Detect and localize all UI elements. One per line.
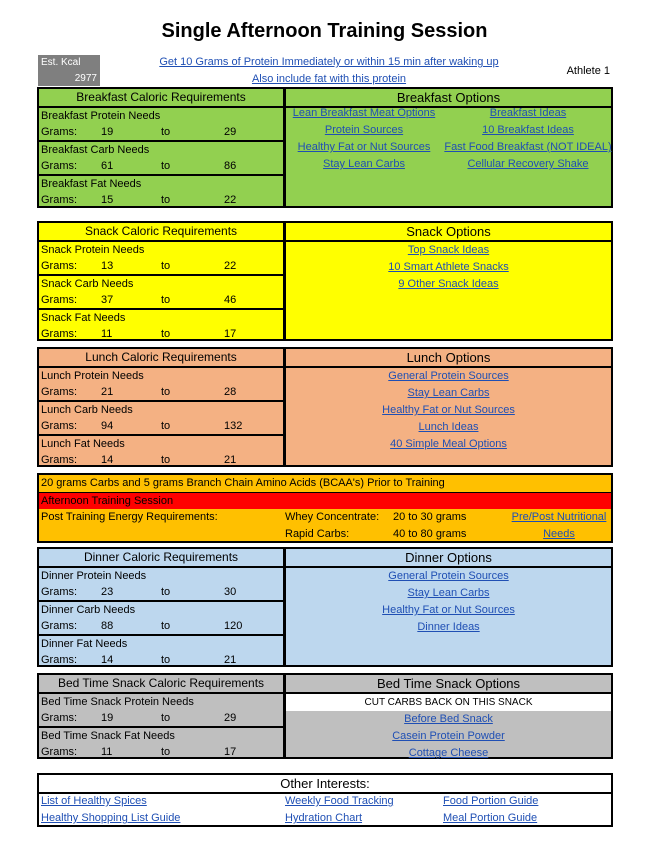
breakfast-fat-max: 22 — [224, 194, 237, 206]
bedtime-requirements — [39, 675, 283, 760]
lunch-protein — [39, 368, 283, 402]
food-portion-link[interactable]: Food Portion Guide — [443, 795, 539, 807]
breakfast-option-link[interactable]: Breakfast Ideas — [489, 107, 567, 119]
other-interests-block — [37, 773, 613, 827]
dinner-option-link[interactable]: Dinner Ideas — [417, 621, 480, 633]
bedtime-option-link[interactable]: Cottage Cheese — [408, 747, 489, 759]
lunch-option-link[interactable]: Lunch Ideas — [418, 421, 479, 433]
cut-carbs-note: CUT CARBS BACK ON THIS SNACK — [286, 694, 611, 711]
breakfast-option-link[interactable]: 10 Breakfast Ideas — [482, 124, 574, 136]
lunch-option-link[interactable]: General Protein Sources — [388, 370, 509, 382]
grams-label: Grams: — [41, 160, 78, 172]
pre-post-link-box — [505, 509, 613, 542]
snack-block — [37, 221, 613, 341]
to-label: to — [161, 454, 171, 466]
bedtime-protein-min: 19 — [101, 712, 114, 724]
bedtime-option-link[interactable]: Casein Protein Powder — [392, 730, 505, 742]
training-block — [37, 473, 613, 543]
breakfast-carb-label: Breakfast Carb Needs — [41, 144, 150, 156]
breakfast-option-link[interactable]: Healthy Fat or Nut Sources — [297, 141, 431, 153]
dinner-carb-max: 120 — [224, 620, 243, 632]
bedtime-block — [37, 673, 613, 759]
dinner-fat-min: 14 — [101, 654, 114, 666]
hydration-chart-link[interactable]: Hydration Chart — [285, 812, 363, 824]
training-session-label: Afternoon Training Session — [39, 493, 611, 509]
breakfast-carb-max: 86 — [224, 160, 237, 172]
lunch-carb-label: Lunch Carb Needs — [41, 404, 133, 416]
lunch-carb-min: 94 — [101, 420, 114, 432]
breakfast-block — [37, 87, 613, 208]
breakfast-fat-label: Breakfast Fat Needs — [41, 178, 142, 190]
whey-label: Whey Concentrate: — [285, 511, 380, 523]
lunch-requirements — [39, 349, 283, 468]
dinner-option-link[interactable]: Stay Lean Carbs — [407, 587, 490, 599]
lunch-option-link[interactable]: 40 Simple Meal Options — [390, 438, 507, 450]
breakfast-carb — [39, 142, 283, 176]
kcal-box — [38, 55, 100, 86]
lunch-req-header: Lunch Caloric Requirements — [39, 349, 283, 368]
to-label: to — [161, 586, 171, 598]
food-tracking-link[interactable]: Weekly Food Tracking — [285, 795, 394, 807]
post-training — [39, 509, 611, 542]
bedtime-option-link[interactable]: Before Bed Snack — [404, 713, 493, 725]
lunch-option-link[interactable]: Healthy Fat or Nut Sources — [382, 404, 515, 416]
breakfast-option-link[interactable]: Protein Sources — [324, 124, 404, 136]
bedtime-fat-min: 11 — [101, 746, 113, 758]
dinner-requirements — [39, 549, 283, 668]
dinner-option-link[interactable]: General Protein Sources — [388, 570, 509, 582]
grams-label: Grams: — [41, 260, 78, 272]
snack-option-link[interactable]: 10 Smart Athlete Snacks — [388, 261, 509, 273]
snack-carb — [39, 276, 283, 310]
dinner-protein-max: 30 — [224, 586, 237, 598]
breakfast-carb-min: 61 — [101, 160, 114, 172]
lunch-protein-label: Lunch Protein Needs — [41, 370, 144, 382]
snack-protein-min: 13 — [101, 260, 114, 272]
to-label: to — [161, 126, 171, 138]
breakfast-requirements — [39, 89, 283, 208]
grams-label: Grams: — [41, 620, 78, 632]
bedtime-protein-max: 29 — [224, 712, 237, 724]
snack-options — [283, 223, 611, 339]
snack-protein-label: Snack Protein Needs — [41, 244, 145, 256]
grams-label: Grams: — [41, 386, 78, 398]
dinner-fat-max: 21 — [224, 654, 237, 666]
meal-portion-link[interactable]: Meal Portion Guide — [443, 812, 538, 824]
dinner-carb-min: 88 — [101, 620, 114, 632]
grams-label: Grams: — [41, 454, 78, 466]
breakfast-fat — [39, 176, 283, 208]
lunch-options — [283, 349, 611, 465]
lunch-block — [37, 347, 613, 467]
to-label: to — [161, 746, 171, 758]
kcal-label: Est. Kcal — [41, 57, 81, 68]
breakfast-fat-min: 15 — [101, 194, 114, 206]
breakfast-protein-label: Breakfast Protein Needs — [41, 110, 161, 122]
lunch-fat-min: 14 — [101, 454, 114, 466]
breakfast-options-header: Breakfast Options — [286, 89, 611, 108]
bedtime-req-header: Bed Time Snack Caloric Requirements — [39, 675, 283, 694]
dinner-carb — [39, 602, 283, 636]
to-label: to — [161, 194, 171, 206]
rapid-carbs-value: 40 to 80 grams — [393, 528, 467, 540]
grams-label: Grams: — [41, 654, 78, 666]
rapid-carbs-label: Rapid Carbs: — [285, 528, 350, 540]
to-label: to — [161, 328, 171, 340]
snack-options-header: Snack Options — [286, 223, 611, 242]
athlete-label: Athlete 1 — [566, 65, 610, 77]
breakfast-option-link[interactable]: Stay Lean Carbs — [323, 158, 405, 170]
dinner-options-header: Dinner Options — [286, 549, 611, 568]
snack-carb-label: Snack Carb Needs — [41, 278, 134, 290]
dinner-block — [37, 547, 613, 667]
breakfast-option-link[interactable]: Fast Food Breakfast (NOT IDEAL) — [444, 141, 612, 153]
lunch-carb — [39, 402, 283, 436]
snack-protein — [39, 242, 283, 276]
lunch-option-link[interactable]: Stay Lean Carbs — [407, 387, 490, 399]
grams-label: Grams: — [41, 328, 78, 340]
to-label: to — [161, 712, 171, 724]
grams-label: Grams: — [41, 586, 78, 598]
bedtime-fat — [39, 728, 283, 760]
whey-value: 20 to 30 grams — [393, 511, 467, 523]
dinner-fat — [39, 636, 283, 668]
pre-post-nutrition-link-cont[interactable]: Needs — [543, 528, 575, 540]
to-label: to — [161, 654, 171, 666]
breakfast-protein-max: 29 — [224, 126, 237, 138]
bedtime-fat-label: Bed Time Snack Fat Needs — [41, 730, 175, 742]
lunch-protein-min: 21 — [101, 386, 114, 398]
shopping-list-link[interactable]: Healthy Shopping List Guide — [41, 812, 181, 824]
to-label: to — [161, 294, 171, 306]
kcal-value: 2977 — [74, 73, 97, 84]
breakfast-protein — [39, 108, 283, 142]
protein-wake-link[interactable]: Get 10 Grams of Protein Immediately or within 15 min after waking up — [159, 56, 499, 68]
breakfast-option-link[interactable]: Lean Breakfast Meat Options — [292, 107, 436, 119]
snack-option-link[interactable]: 9 Other Snack Ideas — [398, 278, 499, 290]
other-interests-header: Other Interests: — [39, 775, 611, 794]
snack-carb-max: 46 — [224, 294, 237, 306]
bedtime-options — [283, 675, 611, 757]
grams-label: Grams: — [41, 420, 78, 432]
grams-label: Grams: — [41, 126, 78, 138]
breakfast-req-header: Breakfast Caloric Requirements — [39, 89, 283, 108]
grams-label: Grams: — [41, 194, 78, 206]
bedtime-protein-label: Bed Time Snack Protein Needs — [41, 696, 194, 708]
dinner-option-link[interactable]: Healthy Fat or Nut Sources — [382, 604, 515, 616]
snack-option-link[interactable]: Top Snack Ideas — [407, 244, 490, 256]
snack-carb-min: 37 — [101, 294, 114, 306]
breakfast-option-link[interactable]: Cellular Recovery Shake — [467, 158, 589, 170]
dinner-carb-label: Dinner Carb Needs — [41, 604, 136, 616]
page-title: Single Afternoon Training Session — [161, 20, 488, 42]
lunch-protein-max: 28 — [224, 386, 237, 398]
bedtime-fat-max: 17 — [224, 746, 237, 758]
dinner-protein-label: Dinner Protein Needs — [41, 570, 147, 582]
breakfast-protein-min: 19 — [101, 126, 114, 138]
pre-post-nutrition-link[interactable]: Pre/Post Nutritional — [511, 511, 607, 523]
include-fat-link[interactable]: Also include fat with this protein — [251, 73, 407, 85]
lunch-fat — [39, 436, 283, 468]
healthy-spices-link[interactable]: List of Healthy Spices — [41, 795, 147, 807]
snack-fat-max: 17 — [224, 328, 237, 340]
lunch-fat-max: 21 — [224, 454, 237, 466]
grams-label: Grams: — [41, 712, 78, 724]
breakfast-options — [283, 89, 611, 206]
to-label: to — [161, 260, 171, 272]
to-label: to — [161, 160, 171, 172]
to-label: to — [161, 420, 171, 432]
dinner-protein — [39, 568, 283, 602]
to-label: to — [161, 386, 171, 398]
bcaa-note: 20 grams Carbs and 5 grams Branch Chain Amino Acids (BCAA's) Prior to Training — [39, 475, 611, 493]
dinner-options — [283, 549, 611, 665]
snack-fat — [39, 310, 283, 342]
to-label: to — [161, 620, 171, 632]
bedtime-protein — [39, 694, 283, 728]
dinner-fat-label: Dinner Fat Needs — [41, 638, 128, 650]
snack-requirements — [39, 223, 283, 342]
dinner-req-header: Dinner Caloric Requirements — [39, 549, 283, 568]
grams-label: Grams: — [41, 746, 78, 758]
lunch-options-header: Lunch Options — [286, 349, 611, 368]
bedtime-options-header: Bed Time Snack Options — [286, 675, 611, 694]
lunch-carb-max: 132 — [224, 420, 243, 432]
grams-label: Grams: — [41, 294, 78, 306]
snack-req-header: Snack Caloric Requirements — [39, 223, 283, 242]
snack-fat-label: Snack Fat Needs — [41, 312, 126, 324]
lunch-fat-label: Lunch Fat Needs — [41, 438, 125, 450]
post-training-label: Post Training Energy Requirements: — [41, 511, 218, 523]
snack-protein-max: 22 — [224, 260, 237, 272]
snack-fat-min: 11 — [101, 328, 113, 340]
dinner-protein-min: 23 — [101, 586, 114, 598]
